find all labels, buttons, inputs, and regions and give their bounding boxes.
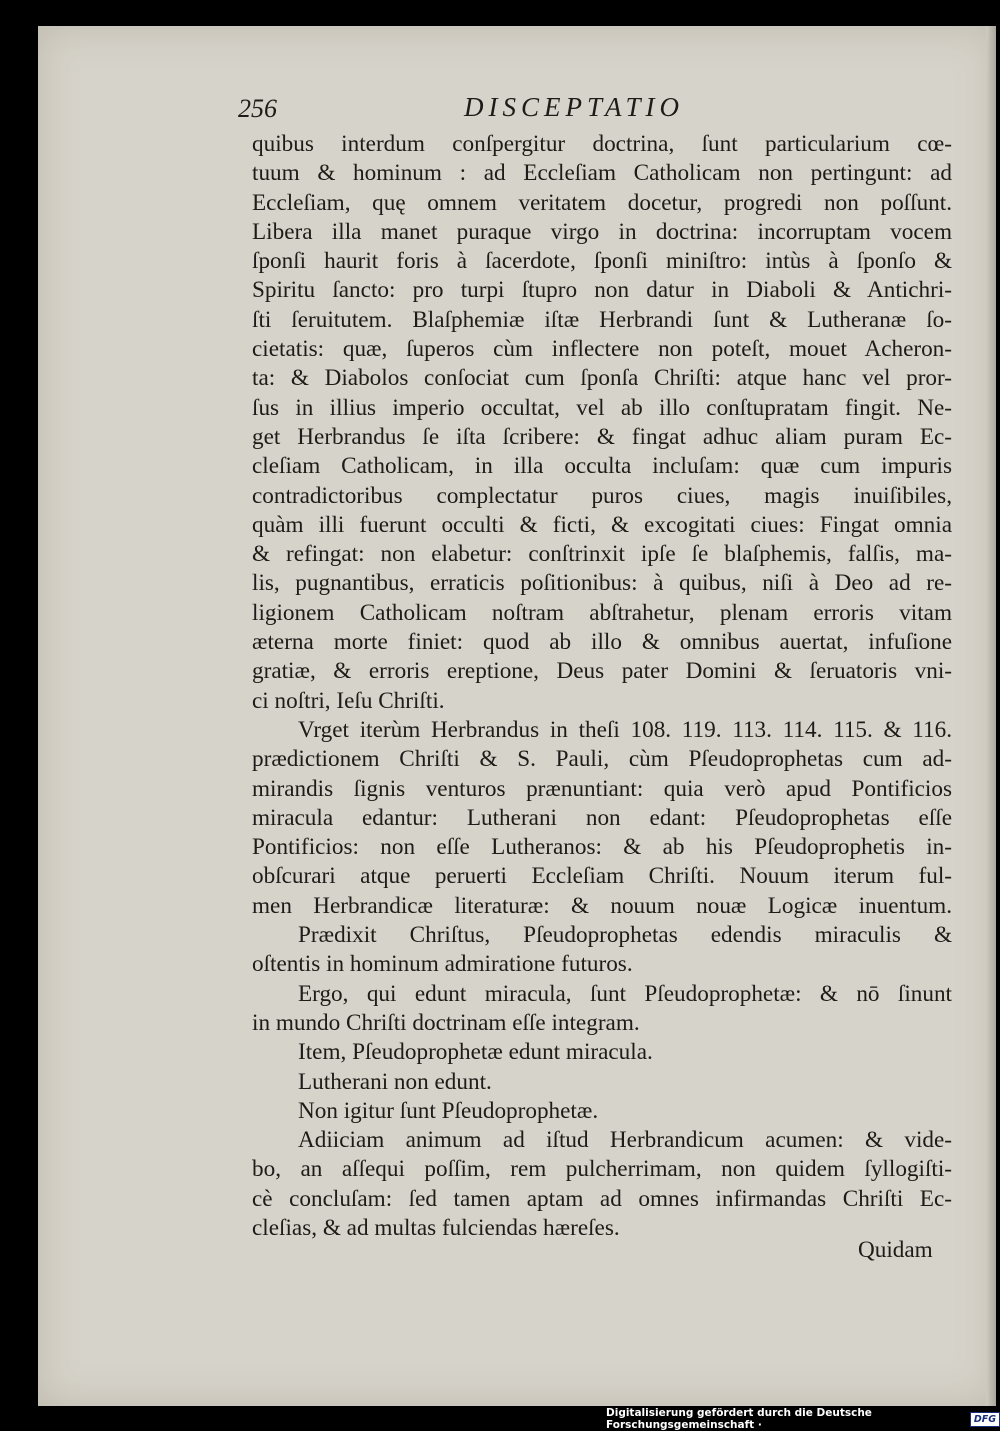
text-line: lis, pugnantibus, erraticis poſitionibus: à quibus, niſi à Deo ad re- [252, 570, 952, 597]
text-line: & refingat: non elabetur: conſtrinxit ipſe ſe blaſphemis, falſis, ma- [252, 541, 952, 568]
text-line: ſti ſeruitutem. Blaſphemiæ iſtæ Herbrandi ſunt & Lutheranæ ſo- [252, 306, 952, 333]
text-line: cè concluſam: ſed tamen aptam ad omnes infirmandas Chriſti Ec- [252, 1185, 952, 1212]
body-text [252, 130, 952, 1243]
text-line: mirandis ſignis venturos prænuntiant: quia verò apud Pontificios [252, 775, 952, 802]
text-line: contradictoribus complectatur puros ciues, magis inuiſibiles, [252, 482, 952, 509]
text-line: obſcurari atque peruerti Eccleſiam Chriſti. Nouum iterum ful- [252, 863, 952, 890]
text-line: Adiiciam animum ad iſtud Herbrandicum acumen: & vide- [298, 1127, 952, 1154]
text-line: in mundo Chriſti doctrinam eſſe integram. [252, 1009, 640, 1036]
text-line: ci noſtri, Ieſu Chriſti. [252, 687, 445, 714]
page-header [238, 92, 738, 126]
text-line: miracula edantur: Lutherani non edant: Pſeudoprophetas eſſe [252, 804, 952, 831]
text-line: ta: & Diabolos conſociat cum ſponſa Chriſti: atque hanc vel pror- [252, 365, 952, 392]
text-line: bo, an aſſequi poſſim, rem pulcherrimam, non quidem ſyllogiſti- [252, 1156, 952, 1183]
text-line: Spiritu ſancto: pro turpi ſtupro non datur in Diaboli & Antichri- [252, 277, 952, 304]
digitization-credit [606, 1407, 1000, 1431]
text-line: Vrget iterùm Herbrandus in theſi 108. 119. 113. 114. 115. & 116. [298, 716, 952, 743]
text-line: ligionem Catholicam noſtram abſtrahetur, plenam erroris vitam [252, 599, 952, 626]
text-line: get Herbrandus ſe iſta ſcribere: & fingat adhuc aliam puram Ec- [252, 423, 952, 450]
credit-text: Digitalisierung gefördert durch die Deutsche Forschungsgemeinschaft · [606, 1407, 872, 1431]
text-line: gratiæ, & erroris ereptione, Deus pater Domini & ſeruatoris vni- [252, 658, 952, 685]
text-line: men Herbrandicæ literaturæ: & nouum nouæ Logicæ inuentum. [252, 892, 952, 919]
page-edge [986, 26, 996, 1406]
text-line: quàm illi fuerunt occulti & ficti, & excogitati ciues: Fingat omnia [252, 511, 952, 538]
text-line: oſtentis in hominum admiratione futuros. [252, 951, 633, 978]
text-line: Item, Pſeudoprophetæ edunt miracula. [298, 1039, 653, 1066]
text-line: Non igitur ſunt Pſeudoprophetæ. [298, 1097, 599, 1124]
text-line: Pontificios: non eſſe Lutheranos: & ab his Pſeudoprophetis in- [252, 834, 952, 861]
text-line: æterna morte finiet: quod ab illo & omnibus auertat, infuſione [252, 629, 952, 656]
text-line: Lutherani non edunt. [298, 1068, 492, 1095]
text-line: ſus in illius imperio occultat, vel ab illo conſtupratam fingit. Ne- [252, 394, 952, 421]
text-line: cietatis: quæ, ſuperos cùm inflectere non poteſt, mouet Acheron- [252, 336, 952, 363]
text-line: prædictionem Chriſti & S. Pauli, cùm Pſeudoprophetas cum ad- [252, 746, 952, 773]
catchword: Quidam [858, 1237, 933, 1263]
text-line: Eccleſiam, quę omnem veritatem docetur, progredi non poſſunt. [252, 189, 952, 216]
text-line: cleſiam Catholicam, in illa occulta incluſam: quæ cum impuris [252, 453, 952, 480]
text-line: Libera illa manet puraque virgo in doctrina: incorruptam vocem [252, 218, 952, 245]
text-line: ſponſi haurit foris à ſacerdote, ſponſi miniſtro: intùs à ſponſo & [252, 248, 952, 275]
text-line: Prædixit Chriſtus, Pſeudoprophetas edendis miraculis & [298, 922, 952, 949]
page-number: 256 [238, 94, 277, 123]
text-line: quibus interdum conſpergitur doctrina, ſunt particularium cœ- [252, 131, 952, 157]
running-title: DISCEPTATIO [464, 92, 684, 122]
dfg-logo-icon: DFG [970, 1412, 1000, 1427]
text-line: tuum & hominum : ad Eccleſiam Catholicam non pertingunt: ad [252, 160, 952, 187]
text-line: Ergo, qui edunt miracula, ſunt Pſeudoprophetæ: & nō ſinunt [298, 980, 952, 1007]
text-line: cleſias, & ad multas fulciendas hæreſes. [252, 1214, 620, 1241]
